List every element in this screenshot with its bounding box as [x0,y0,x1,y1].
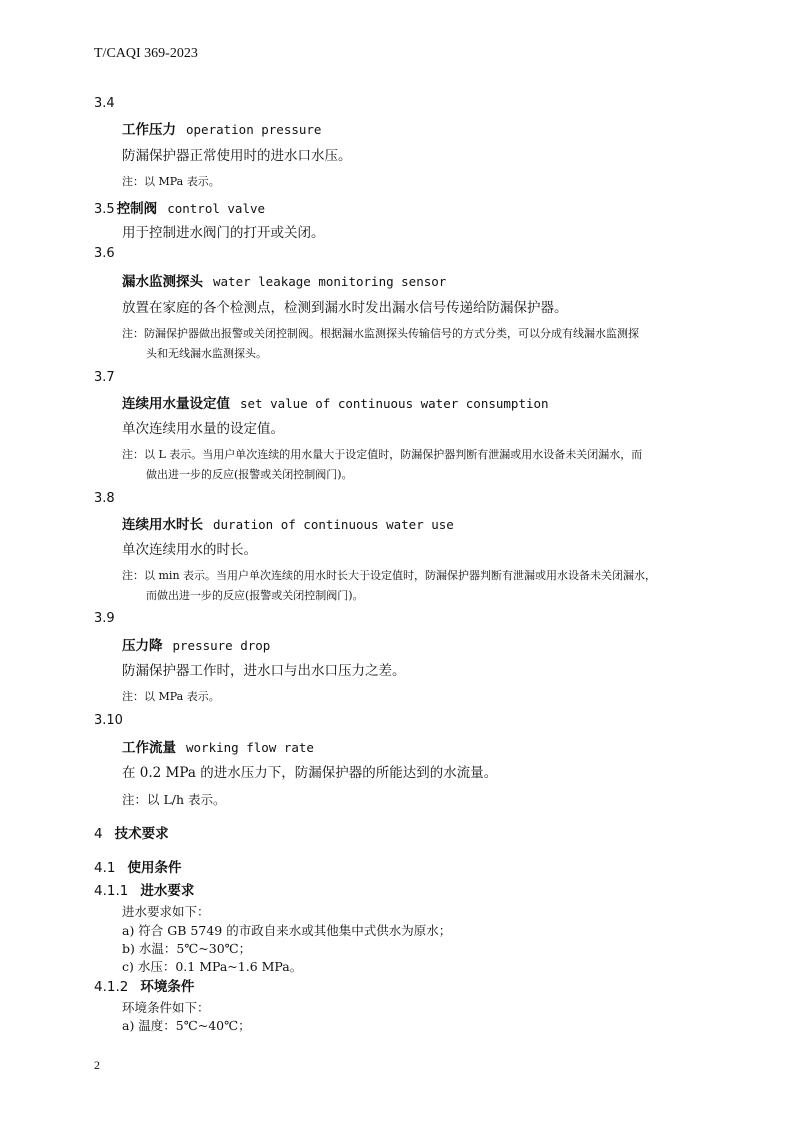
term-chinese: 漏水监测探头 [122,274,203,290]
subsection-title: 环境条件 [140,979,195,995]
term-definition: 防漏保护器工作时，进水口与出水口压力之差。 [122,663,406,679]
term-heading [122,118,321,138]
term-note-continued: 头和无线漏水监测探头。 [146,347,267,360]
list-item: a) 符合 GB 5749 的市政自来水或其他集中式供水为原水； [122,923,452,938]
subsection-heading [94,879,194,899]
term-heading [94,197,265,217]
page-number: 2 [94,1058,100,1072]
term-note-continued: 而做出进一步的反应(报警或关闭控制阀门)。 [146,589,364,602]
subsection-title: 进水要求 [140,883,195,899]
term-english: duration of continuous water use [213,517,454,532]
term-note: 注：以 MPa 表示。 [122,175,220,188]
term-number: 3.5 [94,202,115,217]
term-heading [122,392,549,412]
term-chinese: 工作流量 [122,740,176,756]
term-number: 3.9 [94,611,115,626]
term-number: 3.6 [94,246,115,261]
term-number: 3.8 [94,491,115,506]
term-definition: 单次连续用水量的设定值。 [122,421,284,437]
term-chinese: 压力降 [122,638,163,654]
term-note: 注：以 L/h 表示。 [122,792,226,807]
term-definition: 在 0.2 MPa 的进水压力下，防漏保护器的所能达到的水流量。 [122,765,498,781]
term-note: 注：防漏保护器做出报警或关闭控制阀。根据漏水监测探头传输信号的方式分类，可以分成有线漏水监测探 [122,327,639,340]
subsection-number: 4.1 [94,860,116,876]
term-definition: 单次连续用水的时长。 [122,542,257,558]
term-chinese: 连续用水量设定值 [122,396,230,412]
term-heading [122,513,454,533]
subsection-heading [94,975,194,995]
term-english: operation pressure [186,122,322,137]
term-note: 注：以 MPa 表示。 [122,690,220,703]
term-english: control valve [167,201,266,216]
paragraph: 进水要求如下： [122,904,210,919]
term-definition: 用于控制进水阀门的打开或关闭。 [122,225,325,241]
section-heading [94,822,169,842]
term-definition: 放置在家庭的各个检测点，检测到漏水时发出漏水信号传递给防漏保护器。 [122,300,568,316]
term-english: water leakage monitoring sensor [213,274,447,289]
term-chinese: 控制阀 [116,201,158,217]
term-heading [122,634,270,654]
term-english: pressure drop [172,638,271,653]
section-title: 技术要求 [114,826,169,842]
term-chinese: 工作压力 [122,122,176,138]
subsection-number: 4.1.1 [94,883,129,899]
term-note: 注：以 min 表示。当用户单次连续的用水时长大于设定值时，防漏保护器判断有泄漏或用水设备未关闭漏水， [122,569,657,582]
term-number: 3.4 [94,96,115,111]
term-note: 注：以 L 表示。当用户单次连续的用水量大于设定值时，防漏保护器判断有泄漏或用水设备未关闭漏水，而 [122,448,643,461]
document-header: T/CAQI 369-2023 [94,46,198,61]
subsection-title: 使用条件 [127,860,182,876]
term-english: working flow rate [186,740,314,755]
term-english: set value of continuous water consumption [240,396,549,411]
term-number: 3.10 [94,713,123,728]
term-note-continued: 做出进一步的反应(报警或关闭控制阀门)。 [146,468,353,481]
section-number: 4 [94,826,103,842]
paragraph: 环境条件如下： [122,1000,210,1015]
term-chinese: 连续用水时长 [122,517,203,533]
term-heading [122,270,446,290]
term-definition: 防漏保护器正常使用时的进水口水压。 [122,148,352,164]
list-item: a) 温度：5℃~40℃； [122,1018,251,1033]
subsection-heading [94,856,181,876]
subsection-number: 4.1.2 [94,979,129,995]
list-item: b) 水温：5℃~30℃； [122,941,252,956]
term-heading [122,736,314,756]
term-number: 3.7 [94,370,115,385]
list-item: c) 水压：0.1 MPa~1.6 MPa。 [122,959,303,974]
